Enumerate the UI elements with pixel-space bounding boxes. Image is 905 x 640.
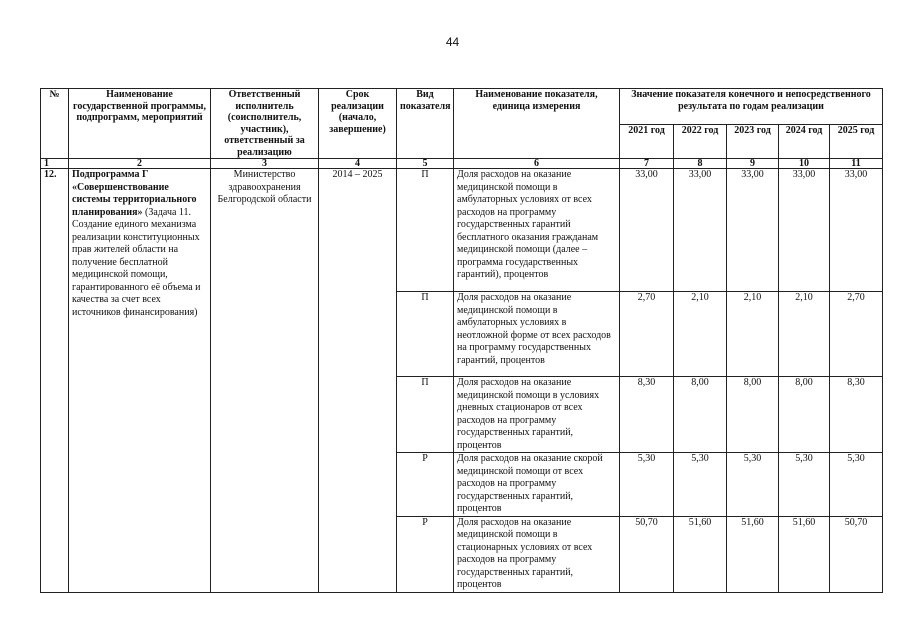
header-responsible: Ответственный исполнитель (соисполнитель, участник), ответственный за реализацию [211,89,319,159]
indicator-value-2025: 5,30 [830,453,883,517]
header-name: Наименование государственной программы, подпрограмм, мероприятий [69,89,211,159]
column-number: 1 [41,159,69,169]
indicator-value-2022: 2,10 [674,292,727,377]
column-number: 2 [69,159,211,169]
header-term: Срок реализации (начало, завершение) [319,89,397,159]
indicator-value-2023: 2,10 [727,292,779,377]
program-task: (Задача 11. Создание единого механизма реализации конституционных прав жителей области на получение бесплатной медицинской помощи, гарантированного её объема и качества за счет всех источников финансирования) [72,206,201,318]
indicator-value-2022: 8,00 [674,377,727,453]
indicator-name: Доля расходов на оказание скорой медицинской помощи от всех расходов на программу государственных гарантий, процентов [454,453,620,517]
column-number: 4 [319,159,397,169]
program-term: 2014 – 2025 [319,169,397,593]
indicator-value-2024: 51,60 [779,516,830,592]
column-number: 10 [779,159,830,169]
indicator-value-2025: 2,70 [830,292,883,377]
indicator-value-2021: 5,30 [620,453,674,517]
column-number: 3 [211,159,319,169]
column-number: 6 [454,159,620,169]
column-number: 7 [620,159,674,169]
header-year-2023: 2023 год [727,124,779,158]
page-number: 44 [445,35,460,49]
indicator-value-2021: 50,70 [620,516,674,592]
indicator-value-2022: 5,30 [674,453,727,517]
indicator-value-2025: 8,30 [830,377,883,453]
indicator-value-2023: 51,60 [727,516,779,592]
program-responsible: Министерство здравоохранения Белгородской области [211,169,319,593]
indicator-value-2023: 8,00 [727,377,779,453]
indicators-table [40,88,883,593]
header-year-2024: 2024 год [779,124,830,158]
indicator-type: Р [397,516,454,592]
column-number: 11 [830,159,883,169]
header-year-2021: 2021 год [620,124,674,158]
header-year-2022: 2022 год [674,124,727,158]
indicator-type: П [397,292,454,377]
indicator-value-2024: 2,10 [779,292,830,377]
indicator-value-2022: 51,60 [674,516,727,592]
indicator-value-2021: 2,70 [620,292,674,377]
indicator-value-2022: 33,00 [674,169,727,292]
header-type: Вид показателя [397,89,454,159]
program-name-cell [69,169,211,593]
header-no: № [41,89,69,159]
column-number: 9 [727,159,779,169]
column-number: 5 [397,159,454,169]
indicator-value-2023: 5,30 [727,453,779,517]
indicator-value-2025: 50,70 [830,516,883,592]
indicator-value-2024: 33,00 [779,169,830,292]
indicator-value-2023: 33,00 [727,169,779,292]
indicator-value-2021: 8,30 [620,377,674,453]
indicator-name: Доля расходов на оказание медицинской помощи в амбулаторных условиях в неотложной форме от всех расходов на программу государственных гарантий, процентов [454,292,620,377]
indicator-name: Доля расходов на оказание медицинской помощи в стационарных условиях от всех расходов на программу государственных гарантий, процентов [454,516,620,592]
program-title: Подпрограмма Г «Совершенствование системы территориального планирования» [72,169,197,218]
indicator-name: Доля расходов на оказание медицинской помощи в условиях дневных стационаров от всех расходов на программу государственных гарантий, процентов [454,377,620,453]
indicator-value-2024: 8,00 [779,377,830,453]
program-number: 12. [41,169,69,593]
header-year-2025: 2025 год [830,124,883,158]
indicator-value-2021: 33,00 [620,169,674,292]
column-number: 8 [674,159,727,169]
column-numbers-row [41,159,883,169]
header-indicator: Наименование показателя, единица измерения [454,89,620,159]
indicator-type: П [397,377,454,453]
indicator-type: Р [397,453,454,517]
indicator-name: Доля расходов на оказание медицинской помощи в амбулаторных условиях от всех расходов на программу государственных гарантий бесплатного оказания гражданам медицинской помощи (далее – программа государственных гарантий), процентов [454,169,620,292]
table-row [41,169,883,292]
header-values-group: Значение показателя конечного и непосредственного результата по годам реализации [620,89,883,125]
indicator-value-2024: 5,30 [779,453,830,517]
indicator-value-2025: 33,00 [830,169,883,292]
indicator-type: П [397,169,454,292]
